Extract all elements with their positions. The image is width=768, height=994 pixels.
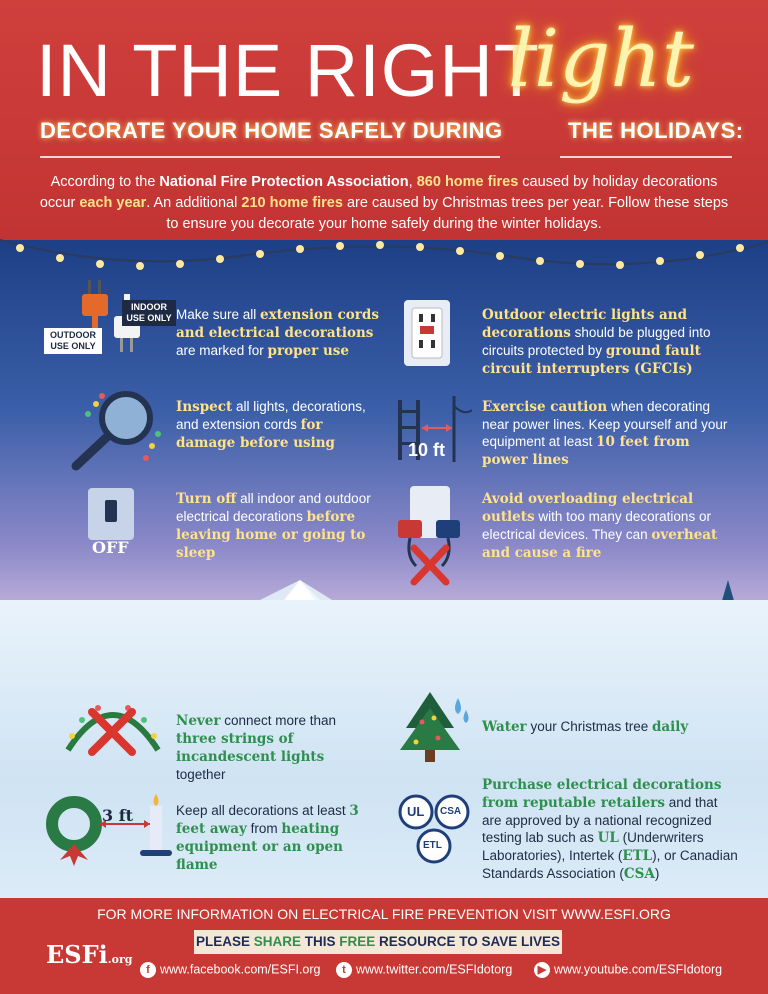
subtitle-rule-right xyxy=(560,156,732,158)
overloaded-outlet-icon xyxy=(396,486,466,586)
subtitle-rule-left xyxy=(40,156,500,158)
facebook-link[interactable]: f www.facebook.com/ESFI.org xyxy=(140,962,320,978)
youtube-icon: ▶ xyxy=(534,962,550,978)
tip-gfci: Outdoor electric lights and decorations should be plugged into circuits protected by ground fault circuit interrupters (GFCIs) xyxy=(482,307,711,377)
tip-certified-retailers: Purchase electrical decorations from reputable retailers and that are approved by a national recognized testing lab such as UL (Underwriters Laboratories), Intertek (ETL), or Canadian Standards Association (CSA) xyxy=(482,777,738,882)
title-script-light: light xyxy=(508,12,695,105)
off-label: OFF xyxy=(92,538,129,557)
tip-turn-off: Turn off all indoor and outdoor electrical decorations before leaving home or going to sleep xyxy=(176,491,371,561)
twitter-icon: t xyxy=(336,962,352,978)
page-title: IN THE RIGHT xyxy=(36,29,540,112)
share-banner: PLEASE SHARE THIS FREE RESOURCE TO SAVE LIVES xyxy=(194,930,562,954)
outdoor-use-label: OUTDOOR USE ONLY xyxy=(44,328,102,354)
light-switch-icon xyxy=(88,488,134,540)
indoor-use-label: INDOOR USE ONLY xyxy=(122,300,176,326)
subtitle-left: DECORATE YOUR HOME SAFELY DURING xyxy=(40,118,503,143)
tip-three-feet: Keep all decorations at least 3 feet away from heating equipment or an open flame xyxy=(176,803,359,873)
tip-inspect: Inspect all lights, decorations, and extension cords for damage before using xyxy=(176,399,366,451)
facebook-icon: f xyxy=(140,962,156,978)
footer-info: FOR MORE INFORMATION ON ELECTRICAL FIRE PREVENTION VISIT WWW.ESFI.ORG xyxy=(97,906,671,922)
tip-three-strings: Never connect more than three strings of incandescent lights together xyxy=(176,713,337,782)
tip-power-lines: Exercise caution when decorating near power lines. Keep yourself and your equipment at least 10 feet from power lines xyxy=(482,399,728,468)
ul-mark-label: UL xyxy=(407,804,425,819)
three-ft-label: 3 ft xyxy=(102,806,133,825)
gfci-outlet-icon xyxy=(404,300,450,366)
ten-ft-label: 10 ft xyxy=(408,440,446,460)
wreath-candle-icon xyxy=(46,790,176,870)
christmas-tree-icon xyxy=(398,688,472,764)
youtube-link[interactable]: ▶ www.youtube.com/ESFIdotorg xyxy=(534,962,722,978)
esfi-logo: ESFi.org xyxy=(46,940,133,969)
certification-marks-icon xyxy=(398,790,472,866)
etl-mark-label: ETL xyxy=(423,840,442,851)
magnifying-glass-icon xyxy=(66,384,170,474)
csa-mark-label: CSA xyxy=(440,806,462,817)
light-strings-x-icon xyxy=(58,690,168,770)
tip-overloading: Avoid overloading electrical outlets with too many decorations or electrical devices. They can overheat and cause a fire xyxy=(482,491,718,561)
tip-proper-use: Make sure all extension cords and electrical decorations are marked for proper use xyxy=(176,307,379,359)
string-lights-decoration xyxy=(0,232,768,280)
subtitle-right: THE HOLIDAYS: xyxy=(568,118,744,143)
twitter-link[interactable]: t www.twitter.com/ESFIdotorg xyxy=(336,962,512,978)
intro-paragraph: According to the National Fire Protection Association, 860 home fires caused by holiday decorations occur each year. An additional 210 home fires are caused by Christmas trees per year. Follow these steps to ensure you decorate your home safely during the winter holidays. xyxy=(39,174,729,232)
tip-water-tree: Water your Christmas tree daily xyxy=(482,719,689,735)
